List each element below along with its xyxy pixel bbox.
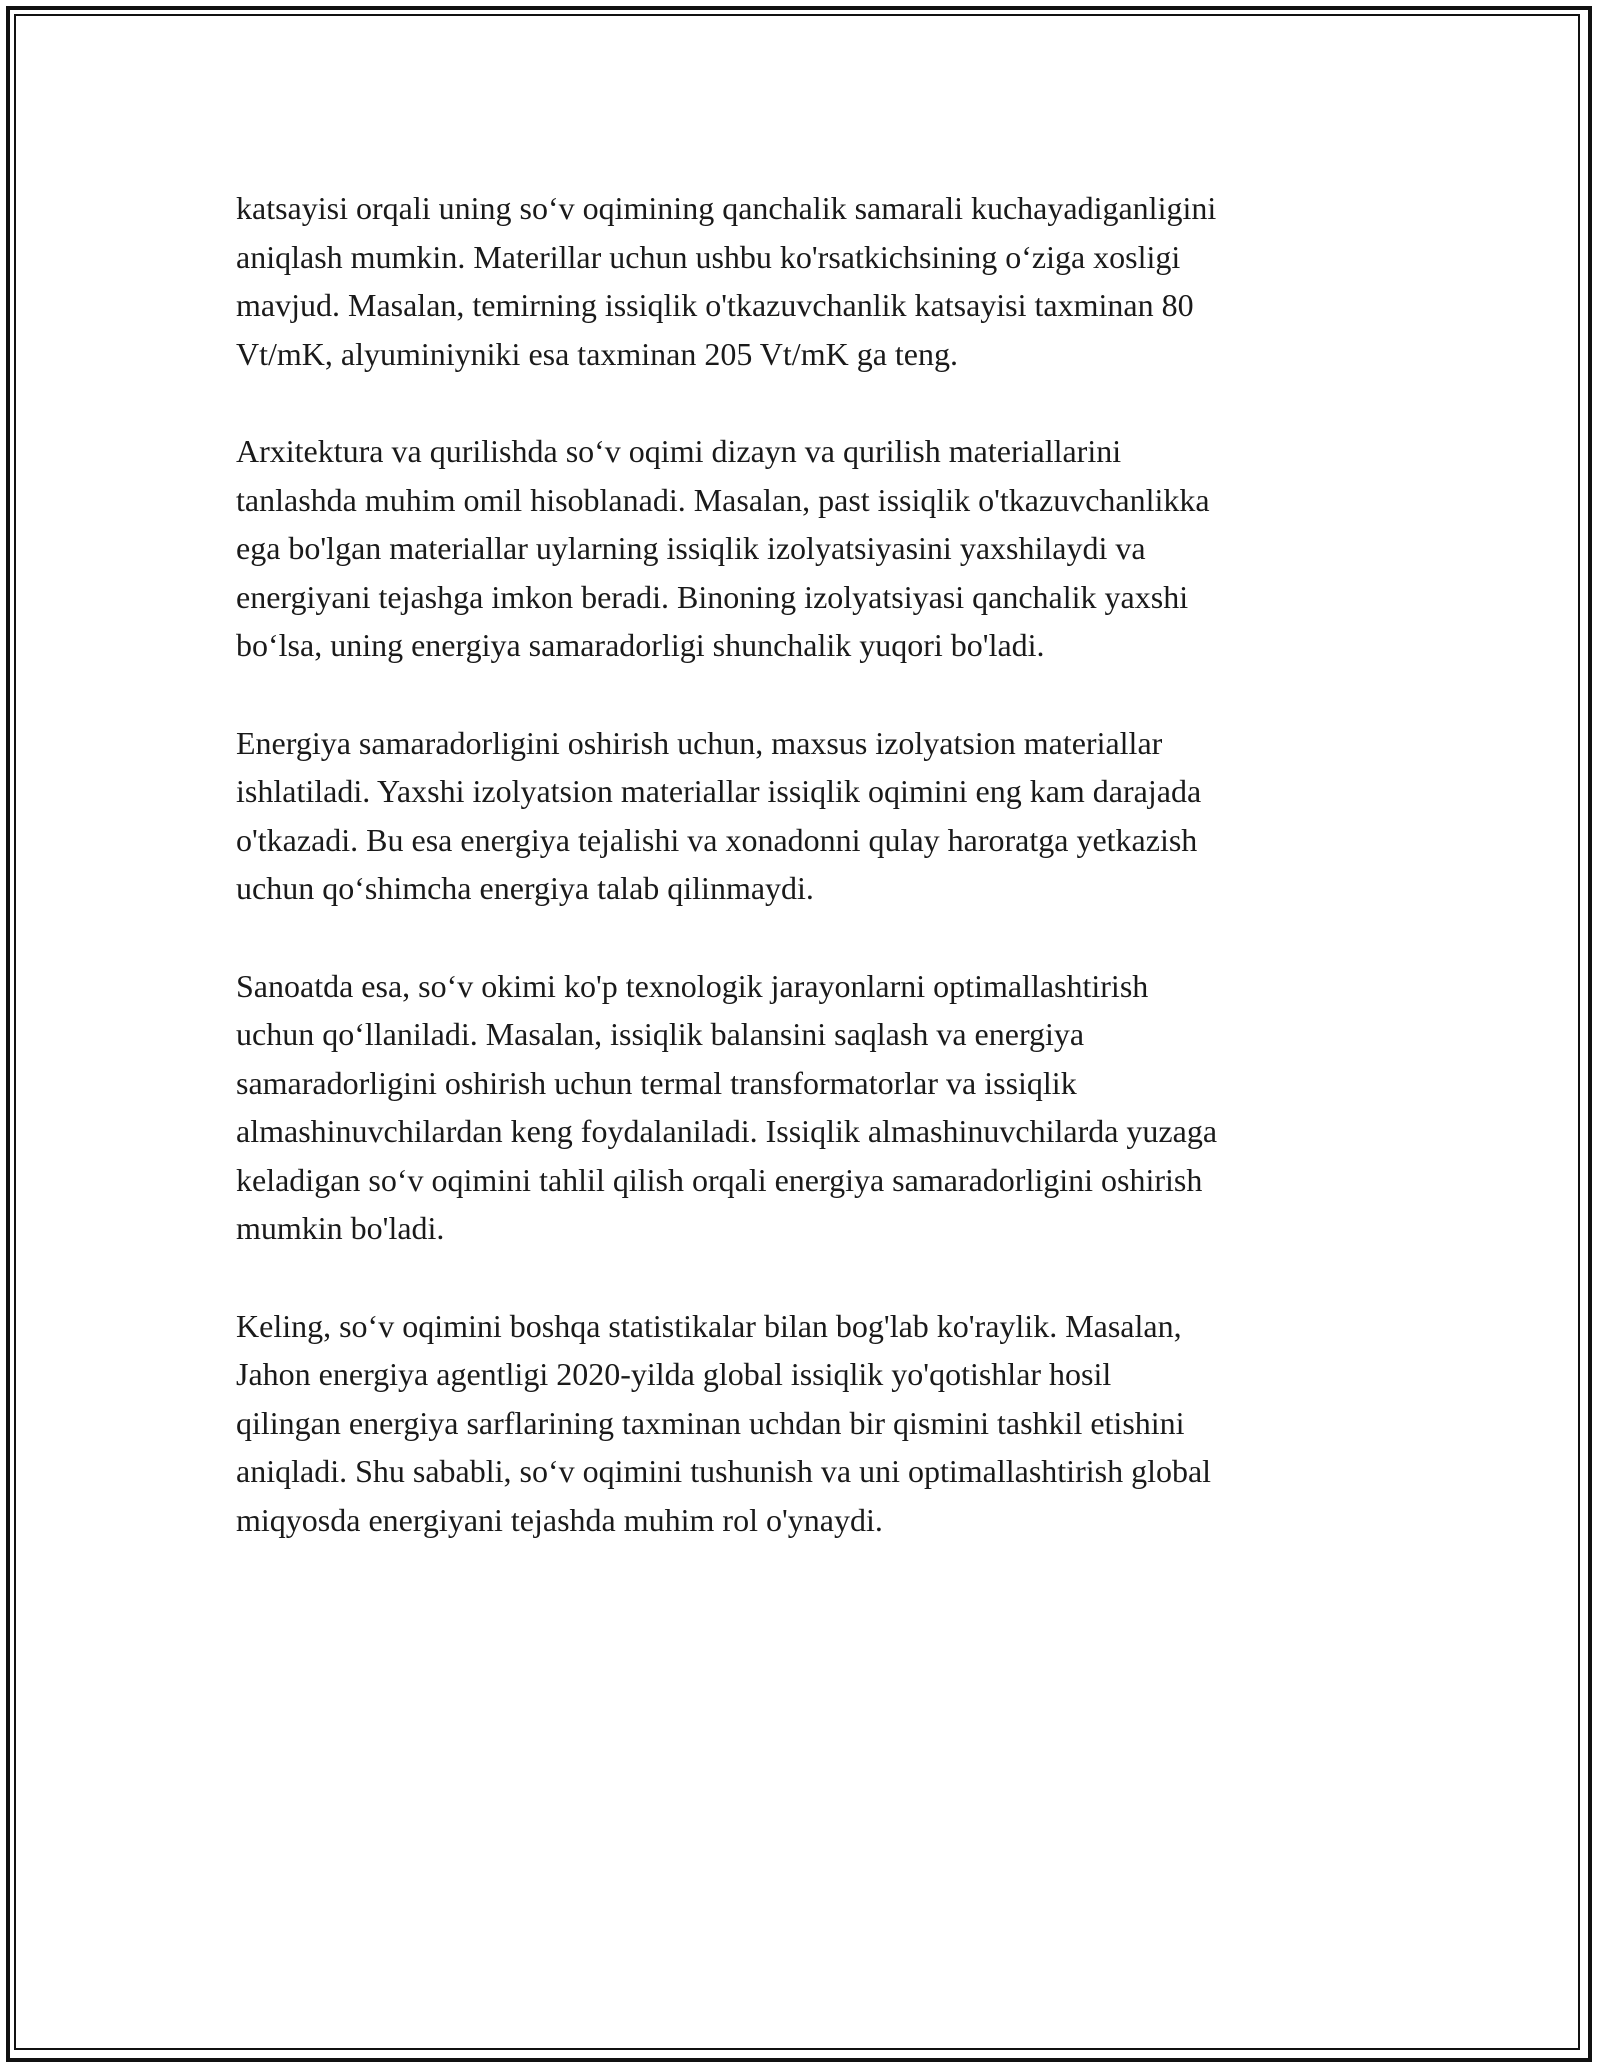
text-line: uchun qo‘shimcha energiya talab qilinmaydi. xyxy=(236,870,814,906)
text-line: qilingan energiya sarflarining taxminan uchdan bir qismini tashkil etishini xyxy=(236,1404,1185,1441)
text-line: Sanoatda esa, so‘v okimi ko'p texnologik jarayonlarni optimallashtirish xyxy=(236,967,1149,1004)
text-line: Jahon energiya agentligi 2020-yilda global issiqlik yo'qotishlar hosil xyxy=(236,1356,1112,1392)
text-line: uchun qo‘llaniladi. Masalan, issiqlik balansini saqlash va energiya xyxy=(236,1016,1085,1052)
paragraph-industry xyxy=(236,962,1376,1253)
text-line: miqyosda energiyani tejashda muhim rol o'ynaydi. xyxy=(236,1501,883,1538)
paragraph-statistics xyxy=(236,1302,1376,1545)
text-line: mavjud. Masalan, temirning issiqlik o'tkazuvchanlik katsayisi taxminan 80 xyxy=(236,287,1194,323)
text-line: Arxitektura va qurilishda so‘v oqimi dizayn va qurilish materiallarini xyxy=(236,433,1122,469)
text-line: bo‘lsa, uning energiya samaradorligi shunchalik yuqori bo'ladi. xyxy=(236,627,1045,663)
text-line: o'tkazadi. Bu esa energiya tejalishi va xonadonni qulay haroratga yetkazish xyxy=(236,821,1198,858)
text-line: aniqladi. Shu sababli, so‘v oqimini tushunish va uni optimallashtirish global xyxy=(236,1453,1212,1489)
text-line: ishlatiladi. Yaxshi izolyatsion materiallar issiqlik oqimini eng kam darajada xyxy=(236,773,1202,809)
text-line: samaradorligini oshirish uchun termal transformatorlar va issiqlik xyxy=(236,1064,1077,1101)
text-line: katsayisi orqali uning so‘v oqimining qanchalik samarali kuchayadiganligini xyxy=(236,190,1217,226)
paragraph-energy-efficiency xyxy=(236,719,1376,913)
text-line: ega bo'lgan materiallar uylarning issiqlik izolyatsiyasini yaxshilaydi va xyxy=(236,530,1146,566)
paragraph-thermal-conductivity xyxy=(236,184,1376,378)
text-line: energiyani tejashga imkon beradi. Binoning izolyatsiyasi qanchalik yaxshi xyxy=(236,578,1189,615)
paragraph-architecture xyxy=(236,427,1376,670)
text-line: mumkin bo'ladi. xyxy=(236,1210,445,1246)
text-line: keladigan so‘v oqimini tahlil qilish orqali energiya samaradorligini oshirish xyxy=(236,1161,1203,1198)
text-line: tanlashda muhim omil hisoblanadi. Masalan, past issiqlik o'tkazuvchanlikka xyxy=(236,481,1210,518)
text-line: Energiya samaradorligini oshirish uchun, maxsus izolyatsion materiallar xyxy=(236,724,1163,761)
document-body xyxy=(236,184,1376,1593)
text-line: Vt/mK, alyuminiyniki esa taxminan 205 Vt/mK ga teng. xyxy=(236,335,958,372)
text-line: almashinuvchilardan keng foydalaniladi. Issiqlik almashinuvchilarda yuzaga xyxy=(236,1113,1218,1149)
text-line: Keling, so‘v oqimini boshqa statistikalar bilan bog'lab ko'raylik. Masalan, xyxy=(236,1307,1182,1344)
text-line: aniqlash mumkin. Materillar uchun ushbu ko'rsatkichsining o‘ziga xosligi xyxy=(236,238,1181,275)
